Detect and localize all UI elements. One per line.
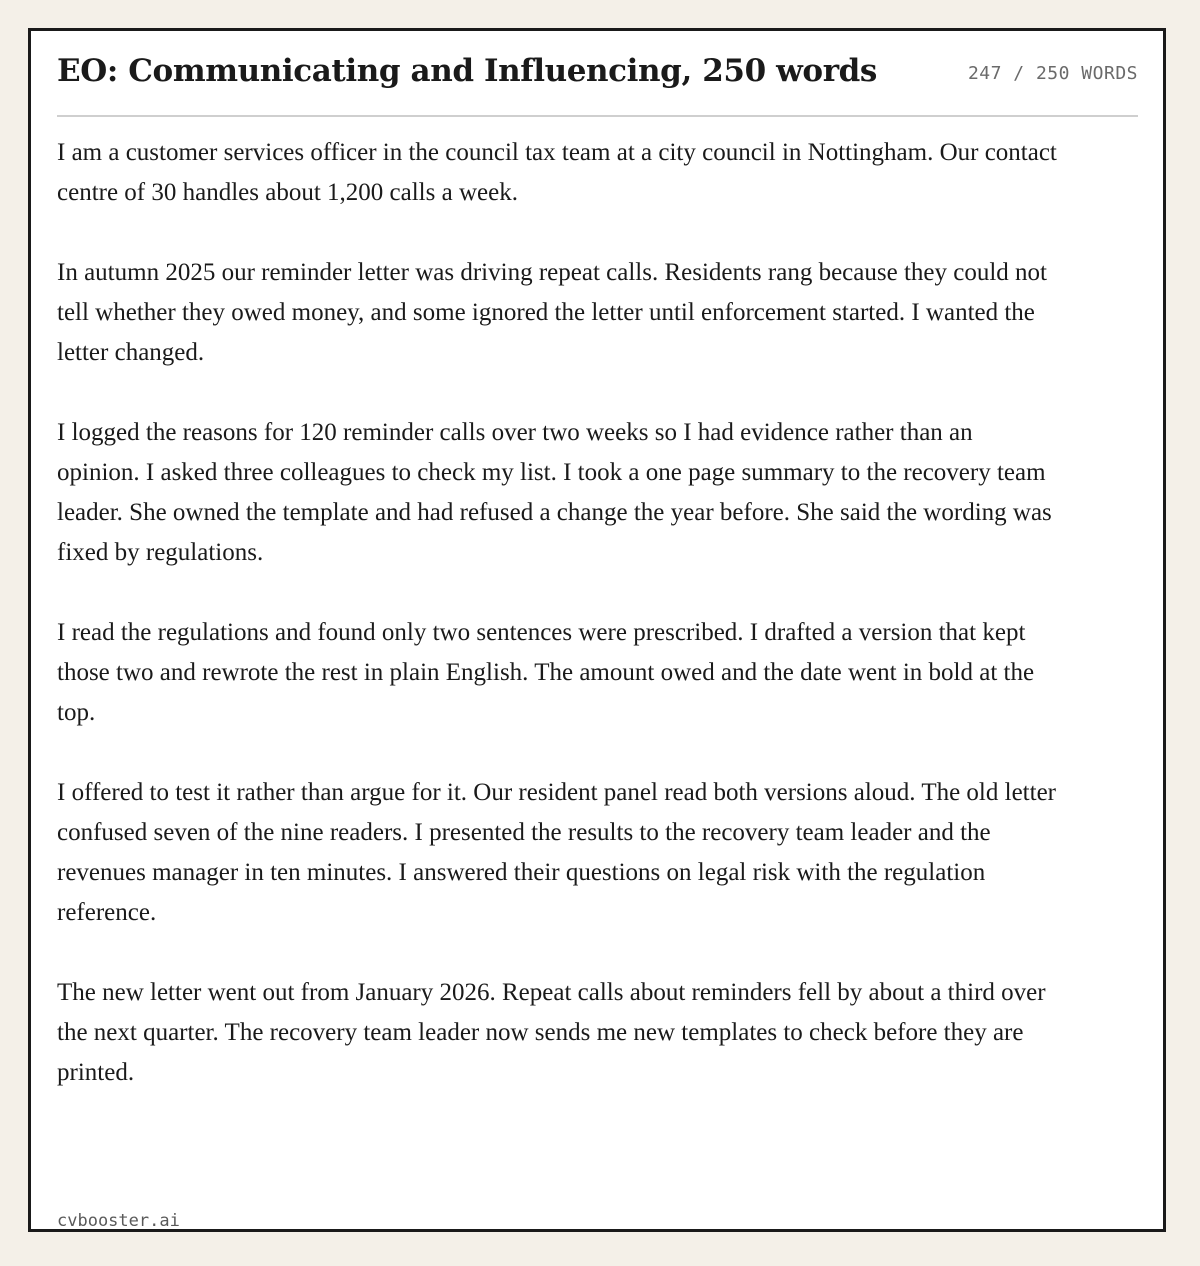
card-header — [57, 51, 1138, 117]
answer-body — [57, 133, 1057, 1133]
paragraph-6: The new letter went out from January 2026. Repeat calls about reminders fell by about a third over the next quarter. The recovery team leader now sends me new templates to check before they are printed. — [57, 979, 1046, 1086]
word-count-badge: 247 / 250 WORDS — [967, 63, 1138, 84]
paragraph-4: I read the regulations and found only two sentences were prescribed. I drafted a version that kept those two and rewrote the rest in plain English. The amount owed and the date went in bold at the top. — [57, 619, 1035, 726]
paragraph-3: I logged the reasons for 120 reminder calls over two weeks so I had evidence rather than an opinion. I asked three colleagues to check my list. I took a one page summary to the recovery team leader. She owned the template and had refused a change the year before. She said the wording was fixed by regulations. — [57, 419, 1052, 566]
footer-brand: cvbooster.ai — [57, 1211, 180, 1231]
paragraph-5: I offered to test it rather than argue for it. Our resident panel read both versions aloud. The old letter confused seven of the nine readers. I presented the results to the recovery team leader and the revenues manager in ten minutes. I answered their questions on legal risk with the regulation reference. — [57, 779, 1056, 926]
paragraph-2: In autumn 2025 our reminder letter was driving repeat calls. Residents rang because they could not tell whether they owed money, and some ignored the letter until enforcement started. I wanted the letter changed. — [57, 259, 1047, 366]
paragraph-1: I am a customer services officer in the council tax team at a city council in Nottingham. Our contact centre of 30 handles about 1,200 calls a week. — [57, 139, 1057, 206]
page-title: EO: Communicating and Influencing, 250 words — [57, 53, 877, 89]
answer-card — [28, 28, 1166, 1232]
